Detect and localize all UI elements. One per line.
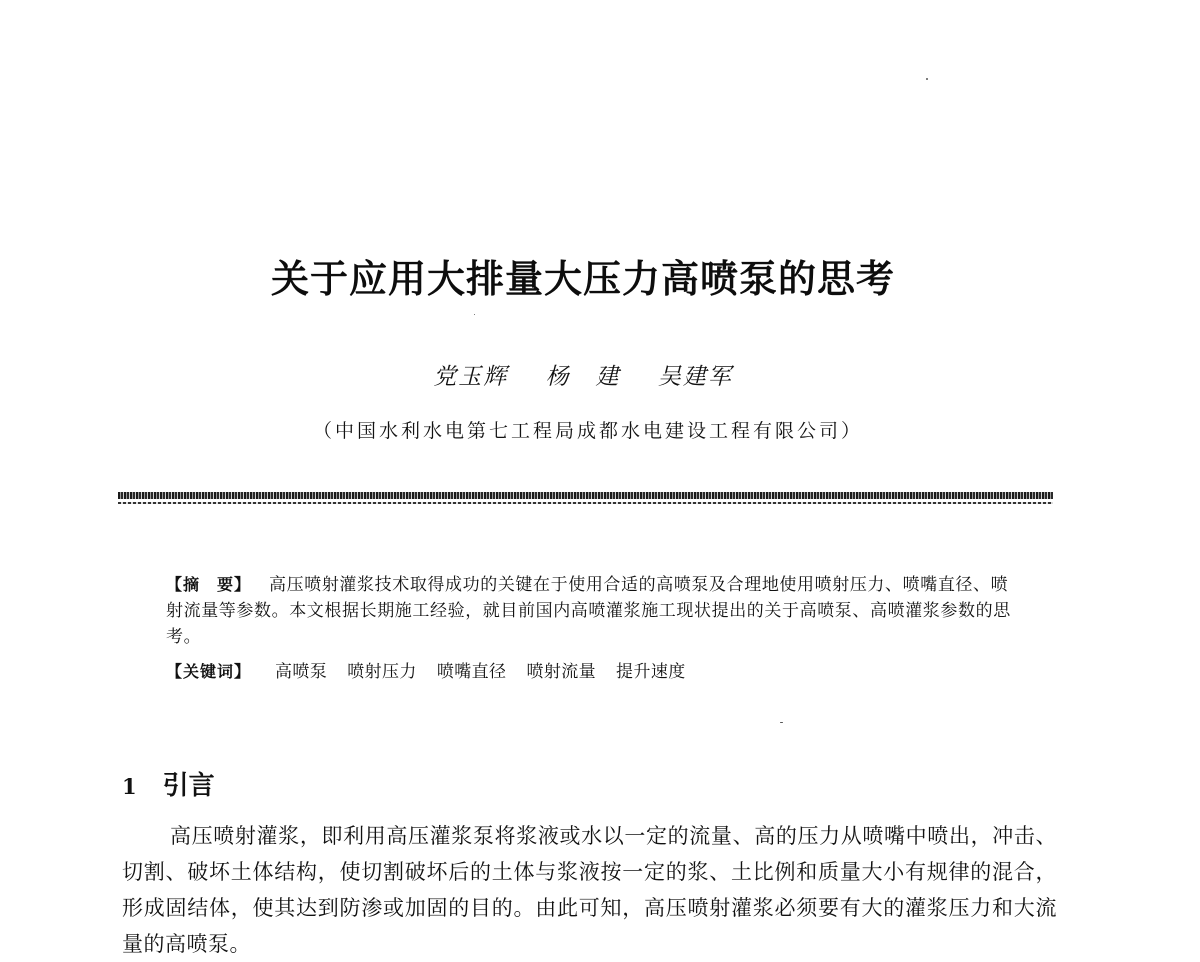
paper-title: 关于应用大排量大压力高喷泵的思考: [270, 257, 895, 301]
keywords-line: [166, 659, 1016, 685]
abstract-text: 高压喷射灌浆技术取得成功的关键在于使用合适的高喷泵及合理地使用喷射压力、喷嘴直径、喷射流量等参数。本文根据长期施工经验，就目前国内高喷灌浆施工现状提出的关于高喷泵、高喷灌浆参数的思考。: [166, 575, 1011, 647]
body-paragraph: 高压喷射灌浆，即利用高压灌浆泵将浆液或水以一定的流量、高的压力从喷嘴中喷出，冲击、切割、破坏土体结构，使切割破坏后的土体与浆液按一定的浆、土比例和质量大小有规律的混合，形成固结体，使其达到防渗或加固的目的。由此可知，高压喷射灌浆必须要有大的灌浆压力和大流量的高喷泵。: [122, 824, 1057, 956]
keyword: 喷射压力: [347, 662, 417, 682]
keyword: 提升速度: [616, 662, 686, 682]
author-list: [0, 358, 1166, 391]
keyword: 高喷泵: [275, 662, 328, 682]
keyword: 喷射流量: [526, 662, 597, 682]
decorative-divider: [118, 492, 1053, 506]
divider-band: [118, 492, 1053, 499]
abstract-block: [166, 572, 1016, 685]
section-heading: [122, 765, 215, 802]
affiliation: （中国水利水电第七工程局成都水电建设工程有限公司）: [312, 420, 863, 442]
author-name: 杨 建: [545, 364, 621, 390]
scan-speck: [926, 78, 928, 80]
scan-speck: [474, 314, 475, 315]
section-title: 引言: [162, 771, 215, 801]
author-name: 党玉辉: [433, 364, 509, 390]
section-number: 1: [122, 774, 137, 799]
abstract-paragraph: [166, 572, 1016, 650]
keyword: 喷嘴直径: [436, 662, 507, 682]
divider-line: [118, 502, 1053, 504]
keywords-label: 【关键词】: [166, 662, 252, 681]
scan-speck: [780, 722, 783, 723]
author-name: 吴建军: [657, 364, 733, 390]
abstract-label: 【摘 要】: [166, 575, 252, 594]
